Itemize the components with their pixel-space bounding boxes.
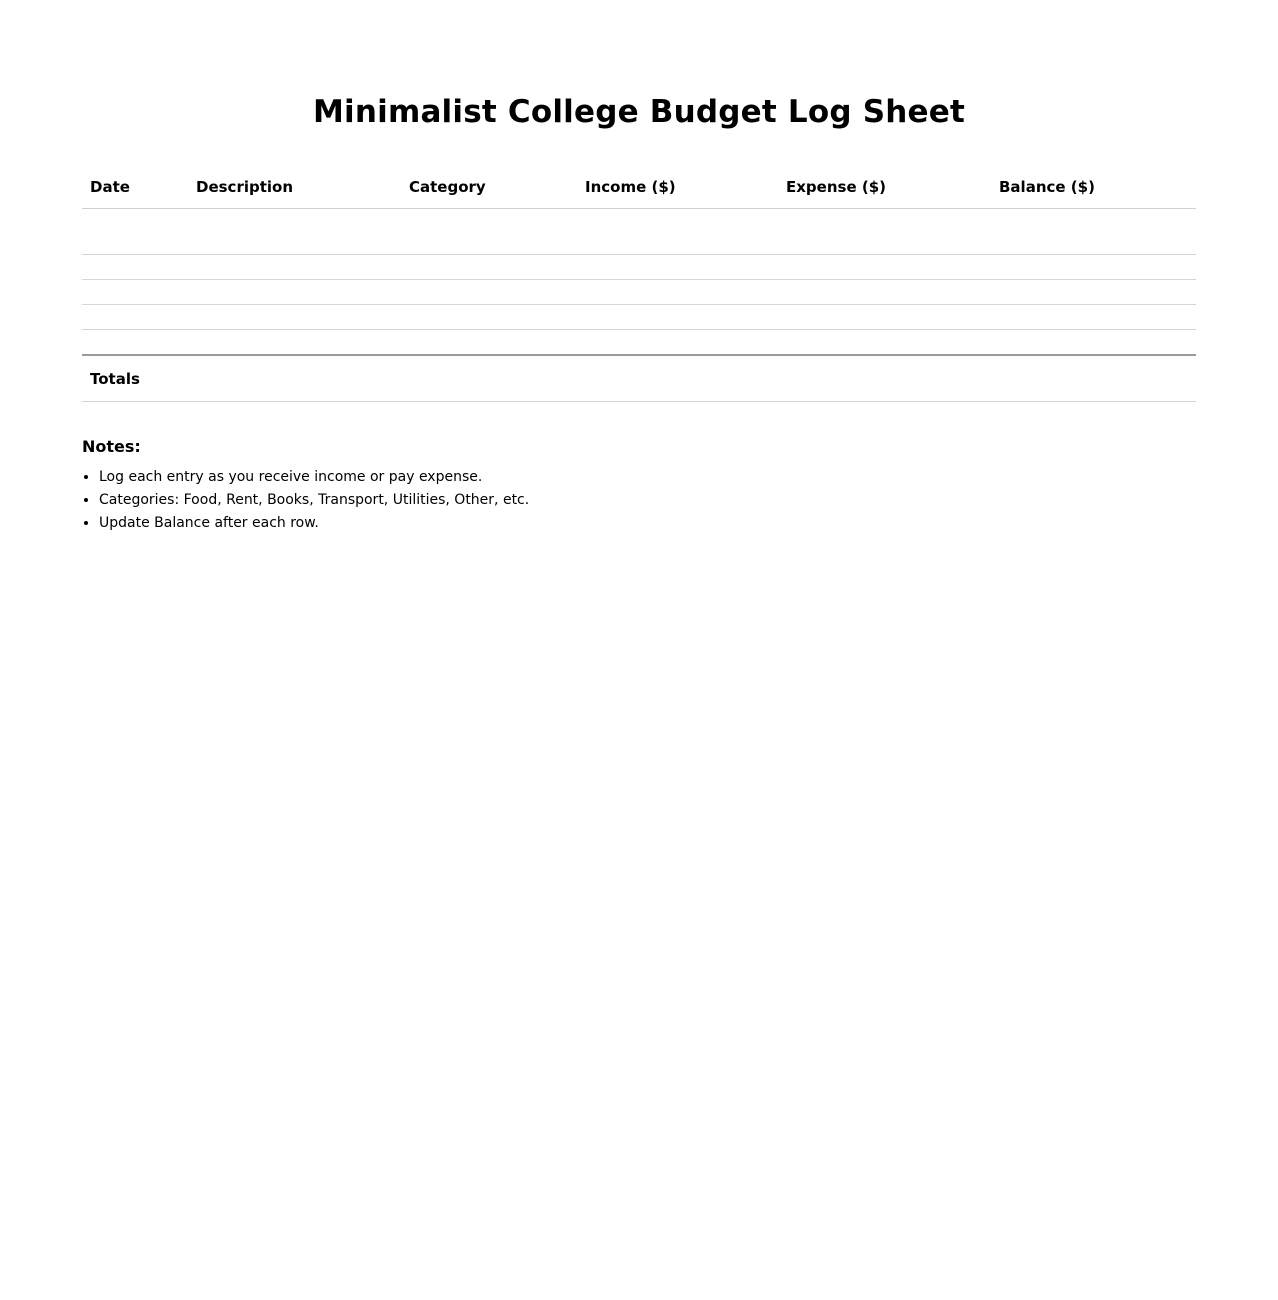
balance-cell[interactable] — [991, 209, 1196, 255]
category-cell[interactable] — [401, 209, 577, 255]
description-cell[interactable] — [188, 305, 401, 330]
category-cell[interactable] — [401, 305, 577, 330]
totals-income-cell[interactable] — [577, 355, 778, 402]
expense-cell[interactable] — [778, 305, 991, 330]
totals-label: Totals — [82, 355, 188, 402]
note-item: • Log each entry as you receive income or pay expense. — [99, 466, 782, 489]
balance-cell[interactable] — [991, 255, 1196, 280]
column-header-description: Description — [188, 166, 401, 209]
totals-row — [82, 355, 1196, 402]
column-header-balance: Balance ($) — [991, 166, 1196, 209]
column-header-date: Date — [82, 166, 188, 209]
expense-cell[interactable] — [778, 280, 991, 305]
column-header-category: Category — [401, 166, 577, 209]
date-cell[interactable] — [82, 280, 188, 305]
date-cell[interactable] — [82, 330, 188, 356]
description-cell[interactable] — [188, 330, 401, 356]
table-row — [82, 255, 1196, 280]
totals-category-cell — [401, 355, 577, 402]
budget-table — [82, 166, 1196, 402]
balance-cell[interactable] — [991, 305, 1196, 330]
page-title: Minimalist College Budget Log Sheet — [312, 94, 966, 130]
table-row — [82, 280, 1196, 305]
notes-section — [82, 436, 782, 535]
income-cell[interactable] — [577, 209, 778, 255]
totals-balance-cell[interactable] — [991, 355, 1196, 402]
note-item: • Update Balance after each row. — [99, 512, 782, 535]
date-cell[interactable] — [82, 255, 188, 280]
table-header-row — [82, 166, 1196, 209]
table-row — [82, 305, 1196, 330]
totals-description-cell — [188, 355, 401, 402]
table-row — [82, 330, 1196, 356]
description-cell[interactable] — [188, 280, 401, 305]
income-cell[interactable] — [577, 255, 778, 280]
description-cell[interactable] — [188, 255, 401, 280]
expense-cell[interactable] — [778, 330, 991, 356]
column-header-income: Income ($) — [577, 166, 778, 209]
income-cell[interactable] — [577, 280, 778, 305]
category-cell[interactable] — [401, 330, 577, 356]
note-item: • Categories: Food, Rent, Books, Transport, Utilities, Other, etc. — [99, 489, 782, 512]
column-header-expense: Expense ($) — [778, 166, 991, 209]
income-cell[interactable] — [577, 305, 778, 330]
date-cell[interactable] — [82, 209, 188, 255]
description-cell[interactable] — [188, 209, 401, 255]
category-cell[interactable] — [401, 280, 577, 305]
income-cell[interactable] — [577, 330, 778, 356]
notes-list — [82, 466, 782, 535]
balance-cell[interactable] — [991, 280, 1196, 305]
expense-cell[interactable] — [778, 209, 991, 255]
category-cell[interactable] — [401, 255, 577, 280]
balance-cell[interactable] — [991, 330, 1196, 356]
expense-cell[interactable] — [778, 255, 991, 280]
date-cell[interactable] — [82, 305, 188, 330]
table-row — [82, 209, 1196, 255]
totals-expense-cell[interactable] — [778, 355, 991, 402]
notes-heading: Notes: — [82, 437, 141, 456]
